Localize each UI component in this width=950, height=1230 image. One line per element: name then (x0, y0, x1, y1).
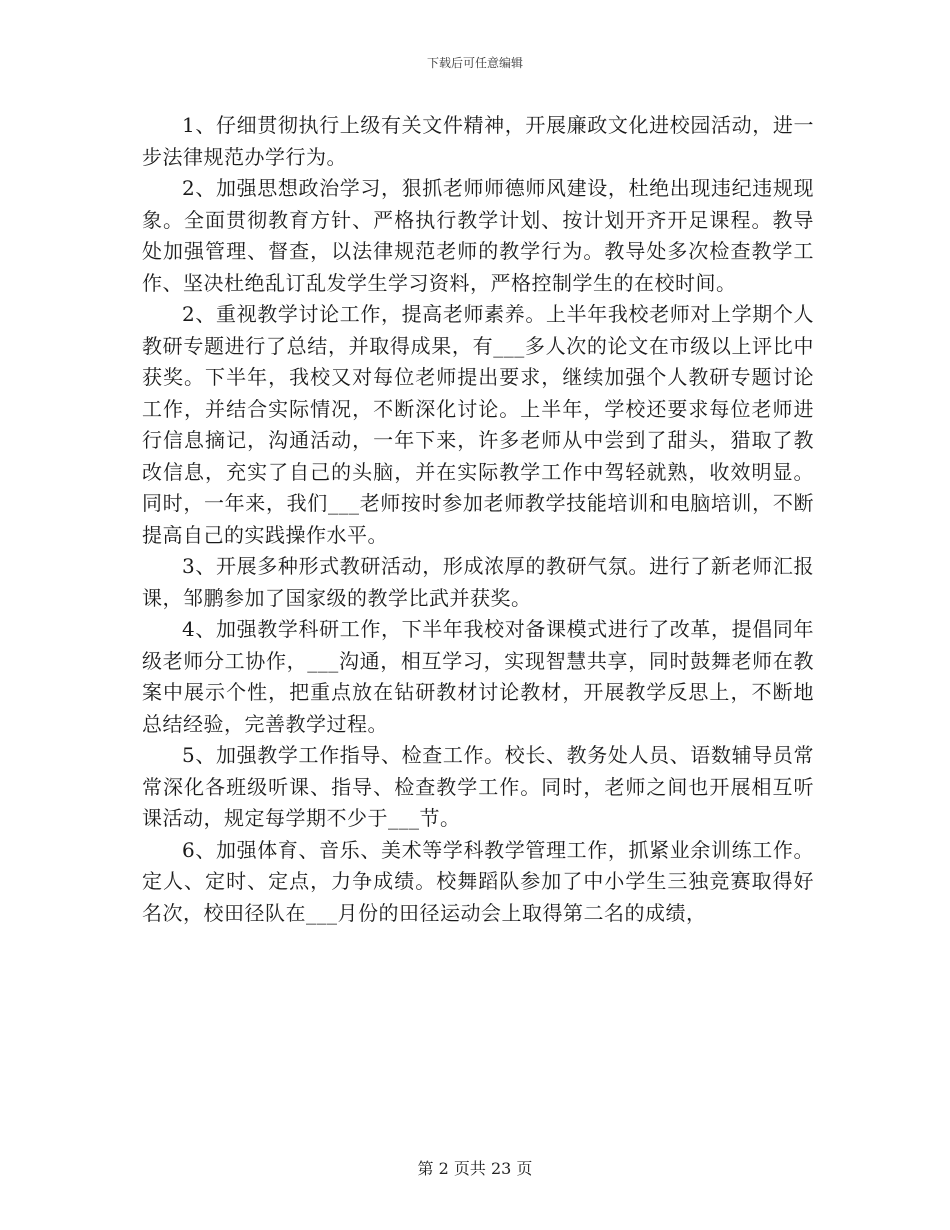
paragraph-5: 4、加强教学科研工作，下半年我校对备课模式进行了改革，提倡同年级老师分工协作，___沟通，相互学习，实现智慧共享，同时鼓舞老师在教案中展示个性，把重点放在钻研教材讨论教材，开展教学反思上，不断地总结经验，完善教学过程。 (142, 617, 814, 736)
paragraph-2: 2、加强思想政治学习，狠抓老师师德师风建设，杜绝出现违纪违规现象。全面贯彻教育方针、严格执行教学计划、按计划开齐开足课程。教导处加强管理、督查，以法律规范老师的教学行为。教导处多次检查教学工作、坚决杜绝乱订乱发学生学习资料，严格控制学生的在校时间。 (142, 176, 814, 295)
paragraph-7: 6、加强体育、音乐、美术等学科教学管理工作，抓紧业余训练工作。定人、定时、定点，力争成绩。校舞蹈队参加了中小学生三独竞赛取得好名次，校田径队在___月份的田径运动会上取得第二名的成绩， (142, 837, 814, 925)
paragraph-4: 3、开展多种形式教研活动，形成浓厚的教研气氛。进行了新老师汇报课，邹鹏参加了国家级的教学比武并获奖。 (142, 554, 814, 610)
paragraph-3: 2、重视教学讨论工作，提高老师素养。上半年我校老师对上学期个人教研专题进行了总结，并取得成果，有___多人次的论文在市级以上评比中获奖。下半年，我校又对每位老师提出要求，继续加强个人教研专题讨论工作，并结合实际情况，不断深化讨论。上半年，学校还要求每位老师进行信息摘记，沟通活动，一年下来，许多老师从中尝到了甜头，猎取了教改信息，充实了自己的头脑，并在实际教学工作中驾轻就熟，收效明显。同时，一年来，我们___老师按时参加老师教学技能培训和电脑培训，不断提高自己的实践操作水平。 (142, 302, 814, 547)
document-body (142, 110, 814, 929)
page-header-note: 下载后可任意编辑 (426, 56, 523, 70)
paragraph-1: 1、仔细贯彻执行上级有关文件精神，开展廉政文化进校园活动，进一步法律规范办学行为。 (142, 113, 814, 169)
paragraph-6: 5、加强教学工作指导、检查工作。校长、教务处人员、语数辅导员常常深化各班级听课、指导、检查教学工作。同时，老师之间也开展相互听课活动，规定每学期不少于___节。 (142, 743, 814, 830)
page-number-footer: 第 2 页共 23 页 (417, 1159, 533, 1178)
